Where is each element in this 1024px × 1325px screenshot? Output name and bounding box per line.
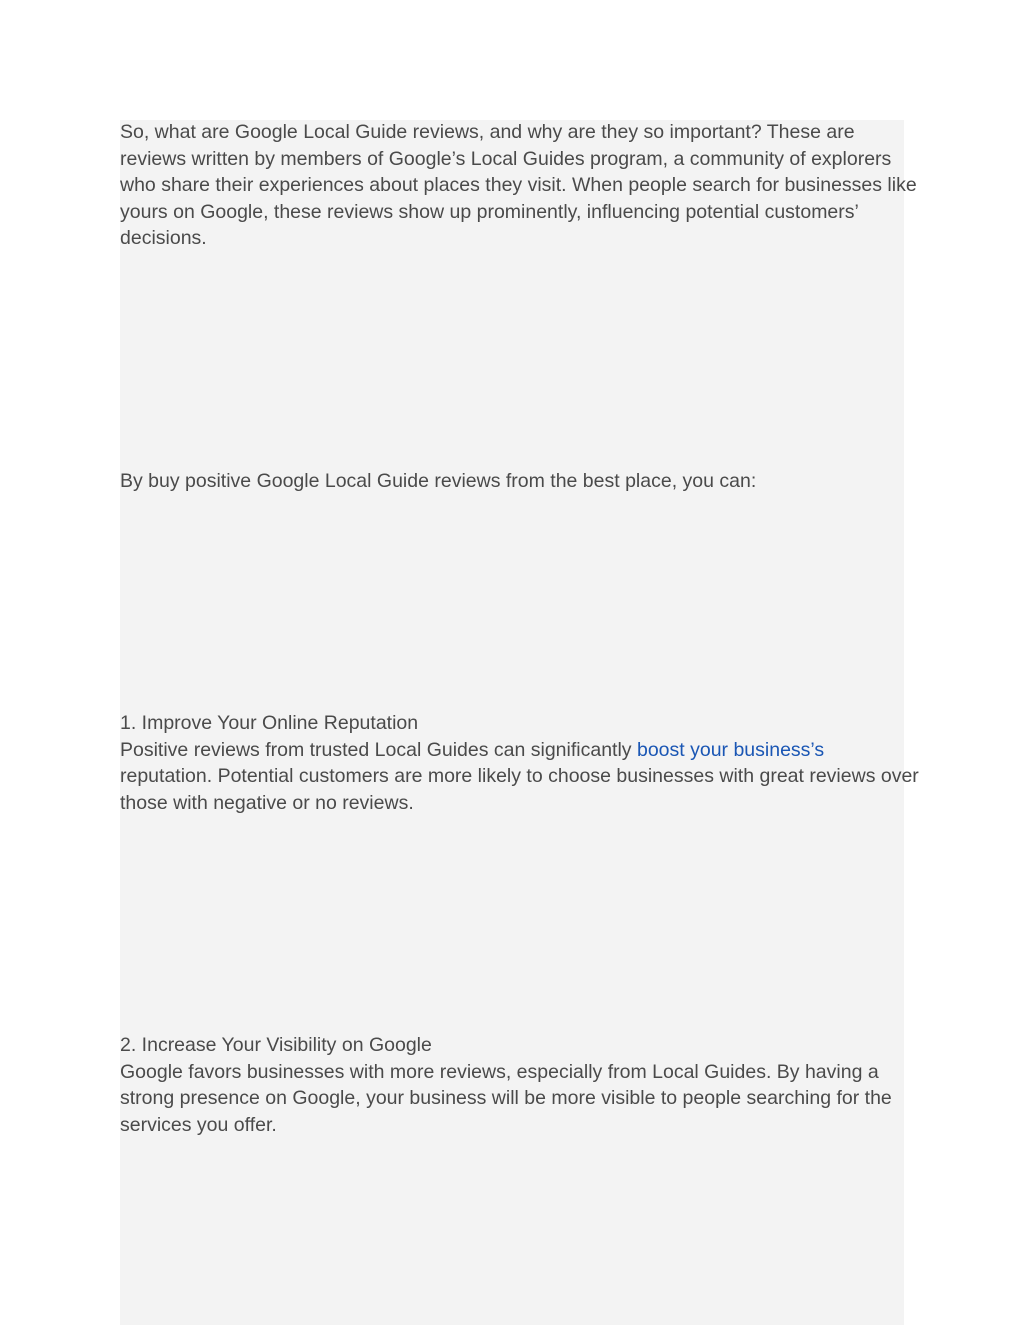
section-heading: 2. Increase Your Visibility on Google <box>120 1034 432 1056</box>
section-increase-visibility <box>120 1032 920 1138</box>
section-heading: 1. Improve Your Online Reputation <box>120 712 419 734</box>
section-text: Positive reviews from trusted Local Guides can significantly <box>120 738 637 761</box>
section-text: Google favors businesses with more reviews, especially from Local Guides. By having a strong presence on Google, your business will be more visible to people searching for the services you offer. <box>120 1060 892 1136</box>
boost-business-link[interactable]: boost your business’s <box>636 738 825 761</box>
benefits-lead-paragraph: By buy positive Google Local Guide reviews from the best place, you can: <box>120 470 757 492</box>
section-text-continued: reputation. Potential customers are more likely to choose businesses with great reviews over those with negative or no reviews. <box>120 765 919 814</box>
section-improve-reputation <box>120 710 920 816</box>
intro-paragraph: So, what are Google Local Guide reviews, and why are they so important? These are reviews written by members of Google’s Local Guides program, a community of explorers who share their experiences about places they visit. When people search for businesses like yours on Google, these reviews show up prominently, influencing potential customers’ decisions. <box>120 121 917 250</box>
